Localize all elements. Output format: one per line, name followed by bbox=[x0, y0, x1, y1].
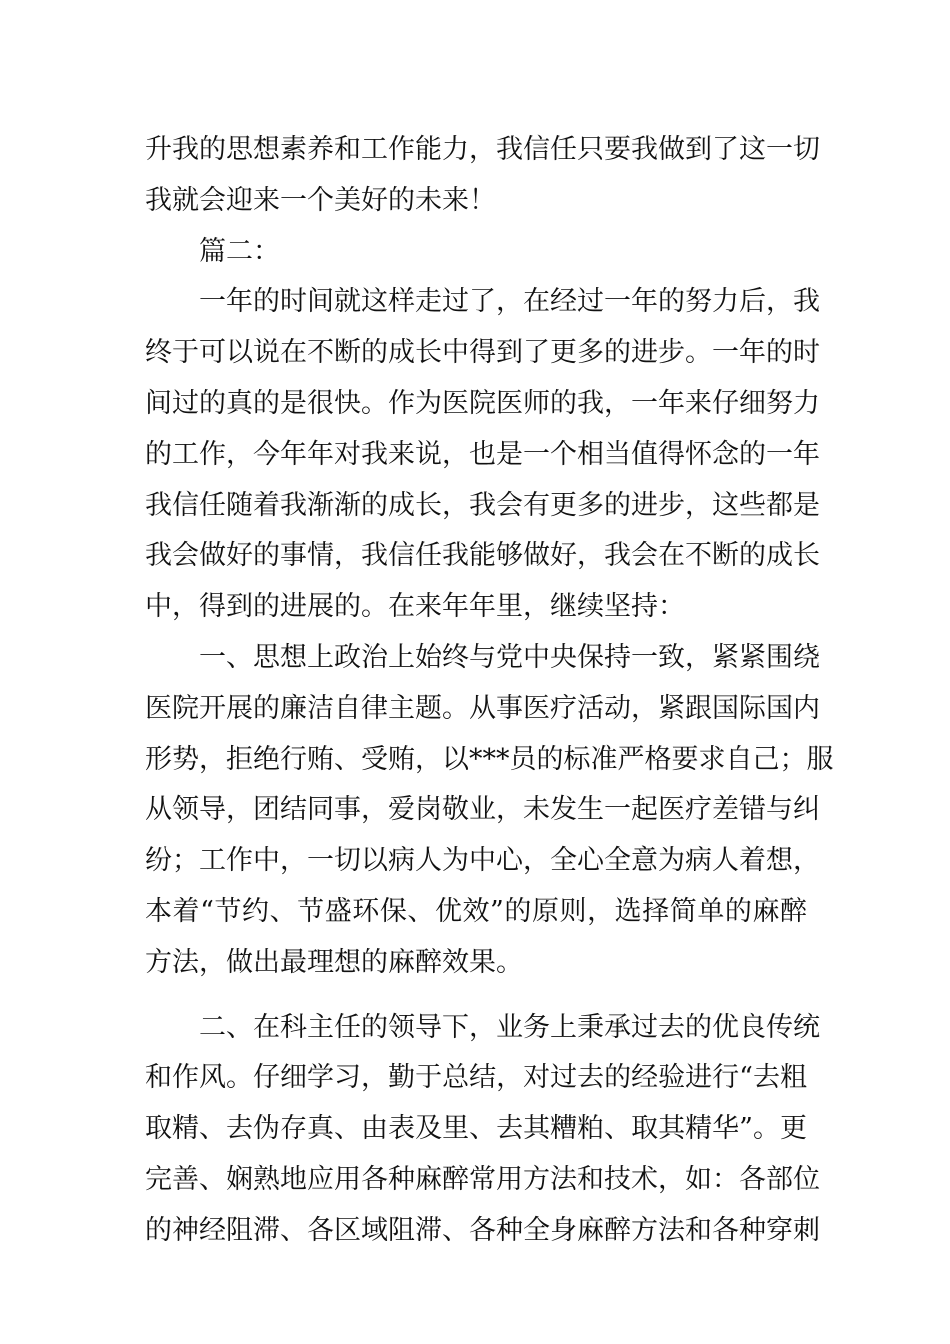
paragraph-line: 的工作，今年年对我来说，也是一个相当值得怀念的一年 bbox=[145, 438, 820, 470]
paragraph-line: 和作风。仔细学习，勤于总结，对过去的经验进行“去粗 bbox=[145, 1062, 807, 1094]
paragraph-line: 取精、去伪存真、由表及里、去其糟粕、取其精华”。更 bbox=[145, 1113, 807, 1145]
paragraph-line: 的神经阻滞、各区域阻滞、各种全身麻醉方法和各种穿刺 bbox=[145, 1214, 820, 1246]
paragraph-line: 间过的真的是很快。作为医院医师的我，一年来仔细努力 bbox=[145, 387, 820, 419]
paragraph-gap bbox=[145, 989, 807, 1003]
paragraph-line: 一、思想上政治上始终与党中央保持一致，紧紧围绕 bbox=[199, 641, 820, 673]
paragraph-line: 一年的时间就这样走过了，在经过一年的努力后，我 bbox=[199, 286, 820, 318]
paragraph-line: 我信任随着我渐渐的成长，我会有更多的进步，这些都是 bbox=[145, 489, 820, 521]
paragraph-line: 完善、娴熟地应用各种麻醉常用方法和技术，如：各部位 bbox=[145, 1163, 820, 1195]
paragraph-line: 纷；工作中，一切以病人为中心，全心全意为病人着想， bbox=[145, 845, 820, 877]
document-body bbox=[145, 125, 834, 1257]
paragraph-line: 我会做好的事情，我信任我能够做好，我会在不断的成长 bbox=[145, 540, 820, 572]
paragraph-line: 终于可以说在不断的成长中得到了更多的进步。一年的时 bbox=[145, 337, 820, 369]
paragraph-line: 从领导，团结同事，爱岗敬业，未发生一起医疗差错与纠 bbox=[145, 794, 820, 826]
paragraph-line: 方法，做出最理想的麻醉效果。 bbox=[145, 946, 523, 978]
paragraph-line: 本着“节约、节盛环保、优效”的原则，选择简单的麻醉 bbox=[145, 895, 807, 927]
section-heading: 篇二： bbox=[199, 235, 280, 267]
paragraph-line: 医院开展的廉洁自律主题。从事医疗活动，紧跟国际国内 bbox=[145, 692, 820, 724]
paragraph-line: 升我的思想素养和工作能力，我信任只要我做到了这一切 bbox=[145, 134, 820, 165]
paragraph-line: 二、在科主任的领导下，业务上秉承过去的优良传统 bbox=[199, 1011, 820, 1043]
paragraph-line: 我就会迎来一个美好的未来！ bbox=[145, 184, 496, 216]
paragraph-line: 中，得到的进展的。在来年年里，继续坚持： bbox=[145, 591, 685, 623]
paragraph-line: 形势，拒绝行贿、受贿，以***员的标准严格要求自己；服 bbox=[145, 743, 834, 775]
